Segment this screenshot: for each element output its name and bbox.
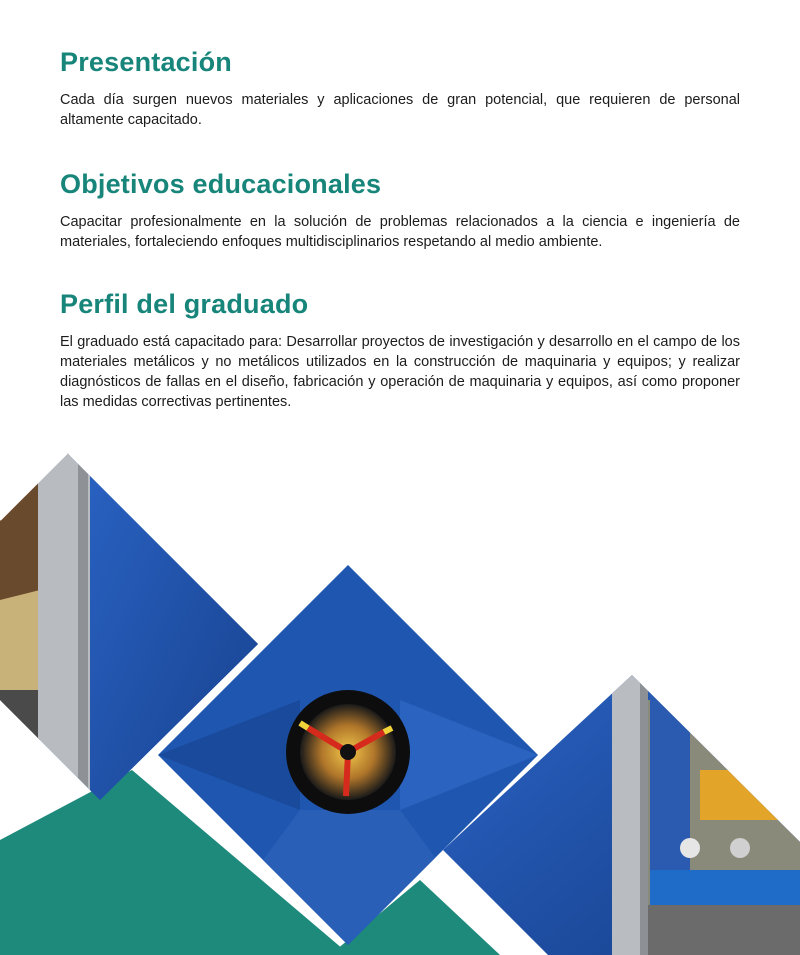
presentation-section	[60, 46, 740, 130]
photo-collage	[0, 440, 800, 955]
graduate-profile-text: El graduado está capacitado para: Desarrollar proyectos de investigación y desarrollo en el campo de los materiales metálicos y no metálicos utilizados en la construcción de maquinaria y equipos; y realizar diagnósticos de fallas en el diseño, fabricación y operación de maquinaria y equipos, así como proponer las medidas correctivas pertinentes.	[60, 334, 740, 410]
objectives-text: Capacitar profesionalmente en la solución de problemas relacionados a la ciencia e ingeniería de materiales, fortaleciendo enfoques multidisciplinarios respetando al medio ambiente.	[60, 214, 740, 250]
graduate-profile-heading: Perfil del graduado	[60, 289, 309, 319]
presentation-heading: Presentación	[60, 47, 232, 77]
graduate-profile-section	[60, 288, 740, 412]
objectives-heading: Objetivos educacionales	[60, 169, 382, 199]
presentation-text: Cada día surgen nuevos materiales y aplicaciones de gran potencial, que requieren de personal altamente capacitado.	[60, 92, 740, 128]
objectives-section	[60, 168, 740, 252]
